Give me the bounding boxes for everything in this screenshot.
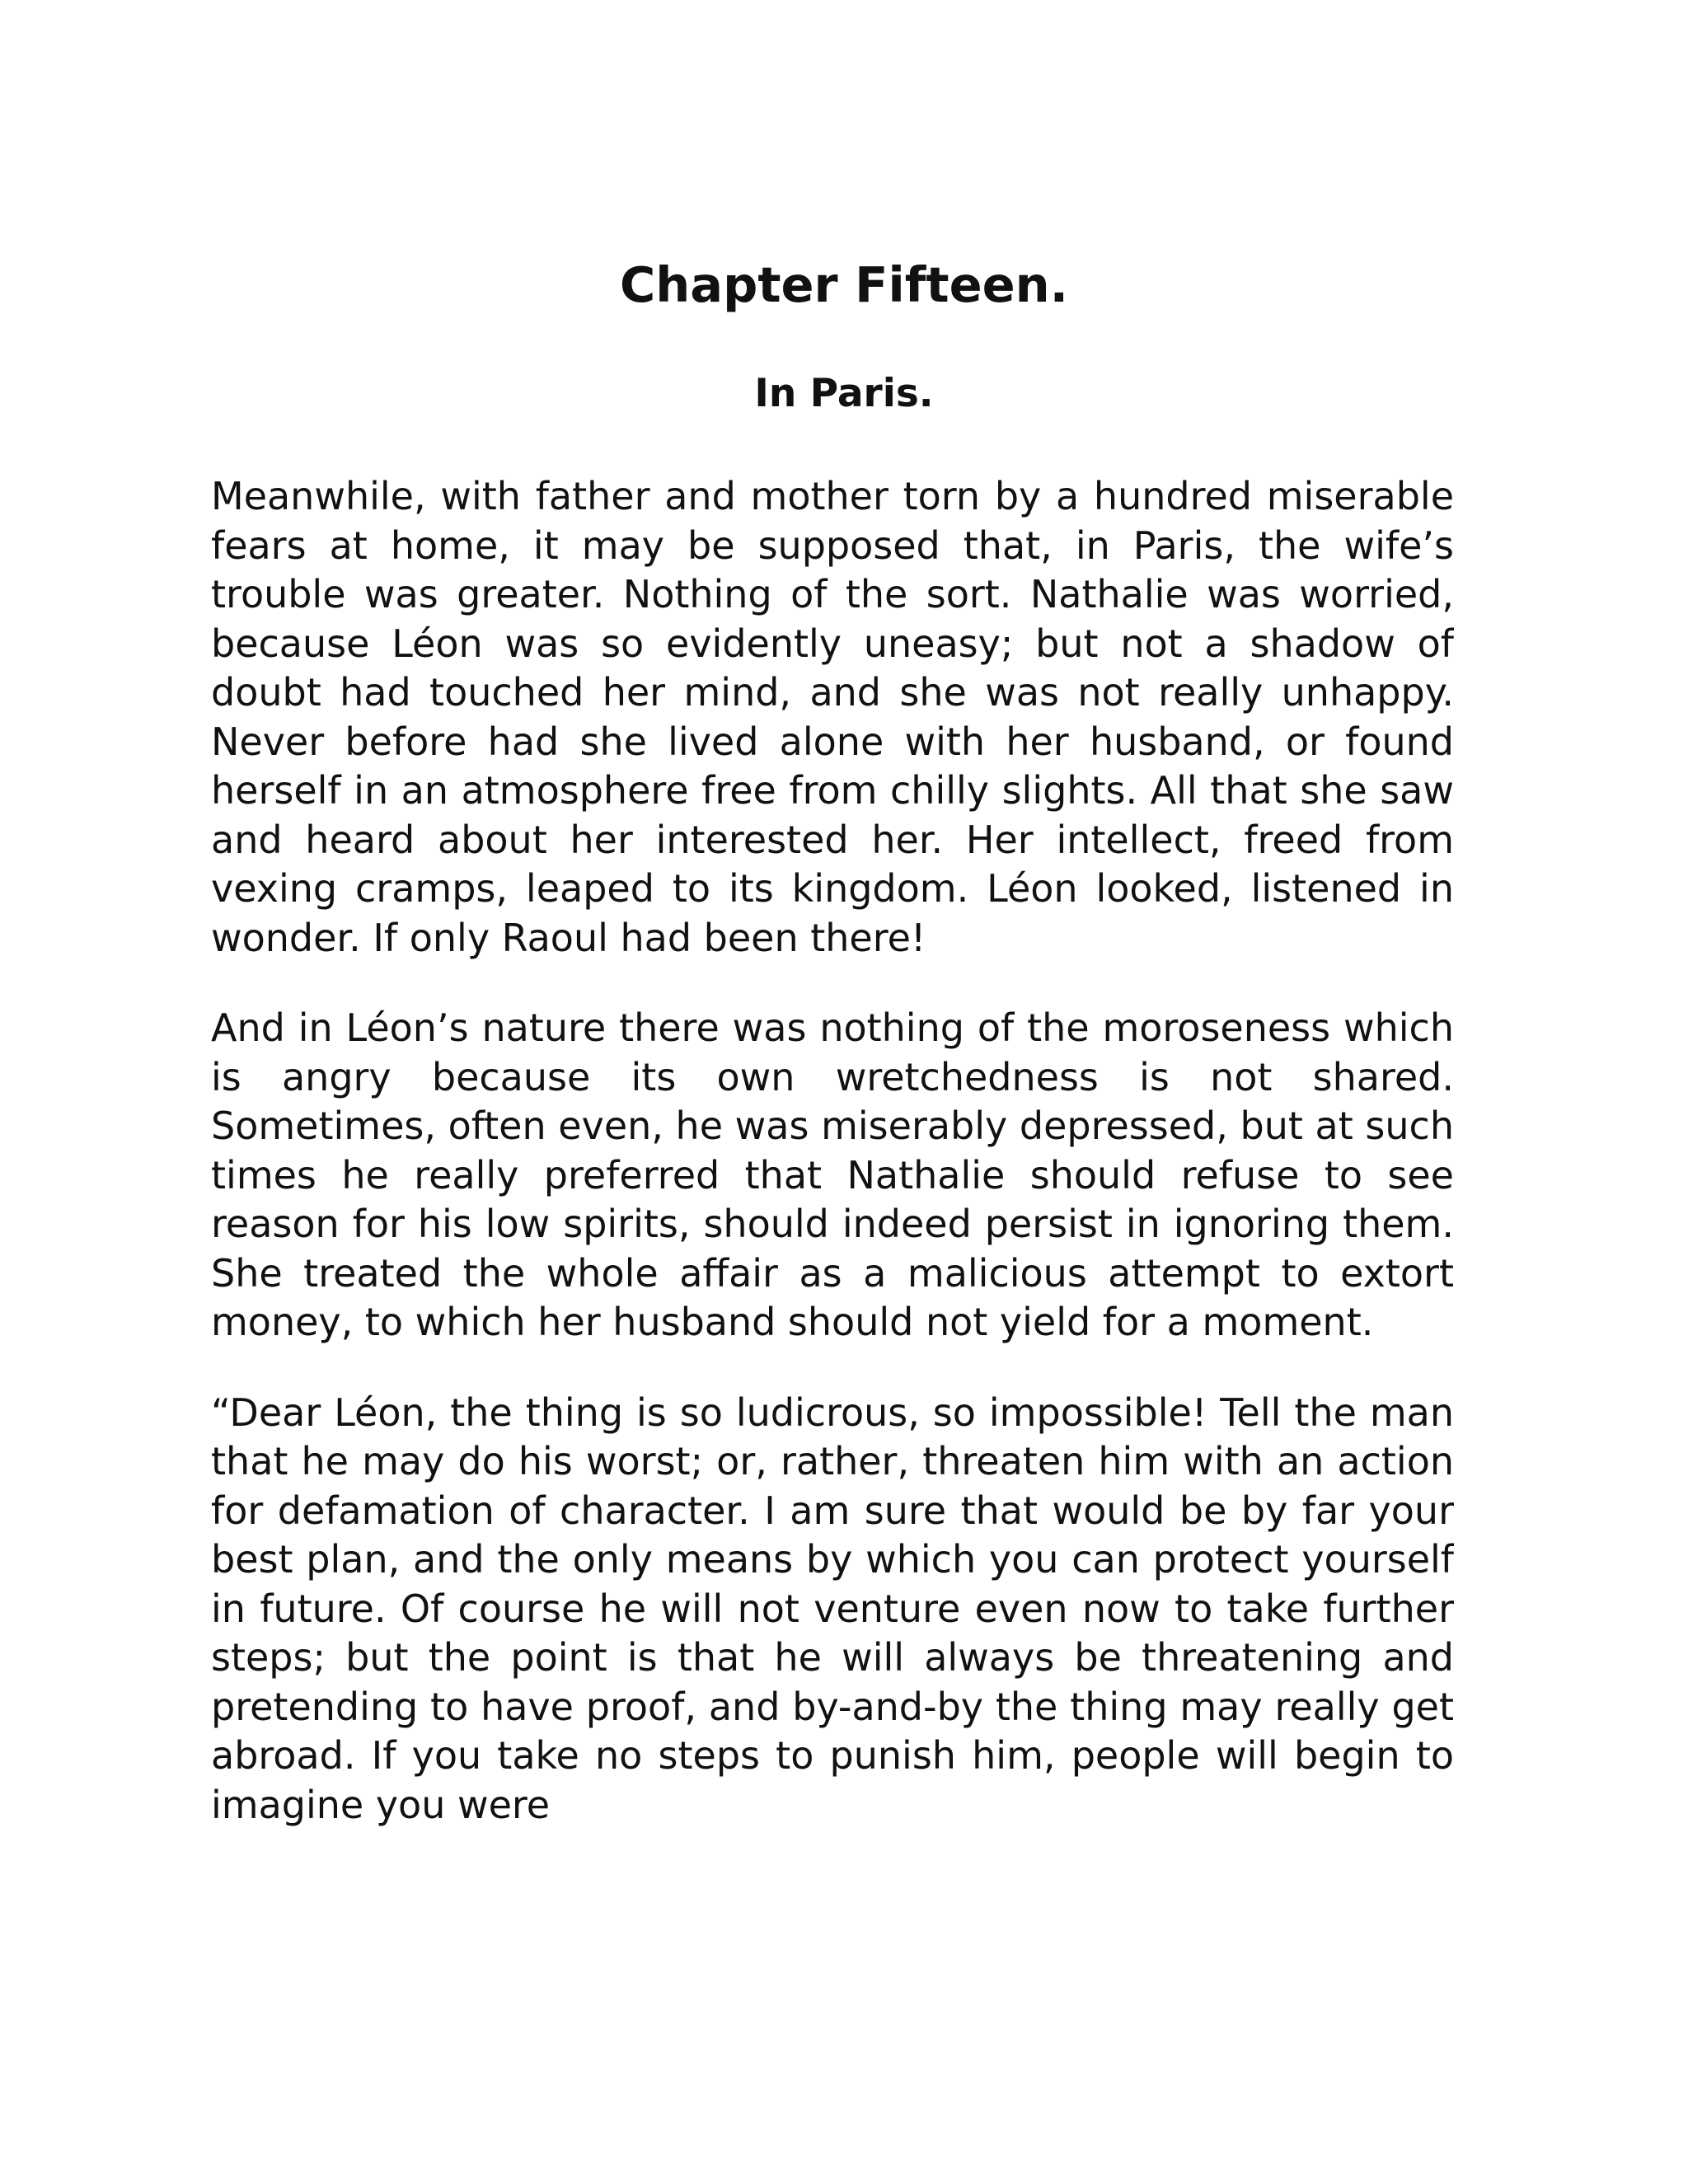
chapter-body bbox=[211, 472, 1454, 1956]
paragraph-2: And in Léon’s nature there was nothing of the moroseness which is angry because its own wretchedness is not shared. Sometimes, often even, he was miserably depressed, but at such times he really preferred that Nathalie should refuse to see reason for his low spirits, should indeed persist in ignoring them. She treated the whole affair as a malicious attempt to extort money, to which her husband should not yield for a moment. bbox=[211, 1005, 1454, 1344]
chapter-title: Chapter Fifteen. bbox=[619, 256, 1069, 313]
paragraph-1: Meanwhile, with father and mother torn by a hundred miserable fears at home, it may be supposed that, in Paris, the wife’s trouble was greater. Nothing of the sort. Nathalie was worried, because Léon was so evidently uneasy; but not a shadow of doubt had touched her mind, and she was not really unhappy. Never before had she lived alone with her husband, or found herself in an atmosphere free from chilly slights. All that she saw and heard about her interested her. Her intellect, freed from vexing cramps, leaped to its kingdom. Léon looked, listened in wonder. If only Raoul had been there! bbox=[211, 474, 1454, 960]
chapter-subtitle: In Paris. bbox=[754, 371, 934, 416]
paragraph-3: “Dear Léon, the thing is so ludicrous, so impossible! Tell the man that he may do his worst; or, rather, threaten him with an action for defamation of character. I am sure that would be by far your best plan, and the only means by which you can protect yourself in future. Of course he will not venture even now to take further steps; but the point is that he will always be threatening and pretending to have proof, and by-and-by the thing may really get abroad. If you take no steps to punish him, people will begin to imagine you were bbox=[211, 1390, 1454, 1827]
